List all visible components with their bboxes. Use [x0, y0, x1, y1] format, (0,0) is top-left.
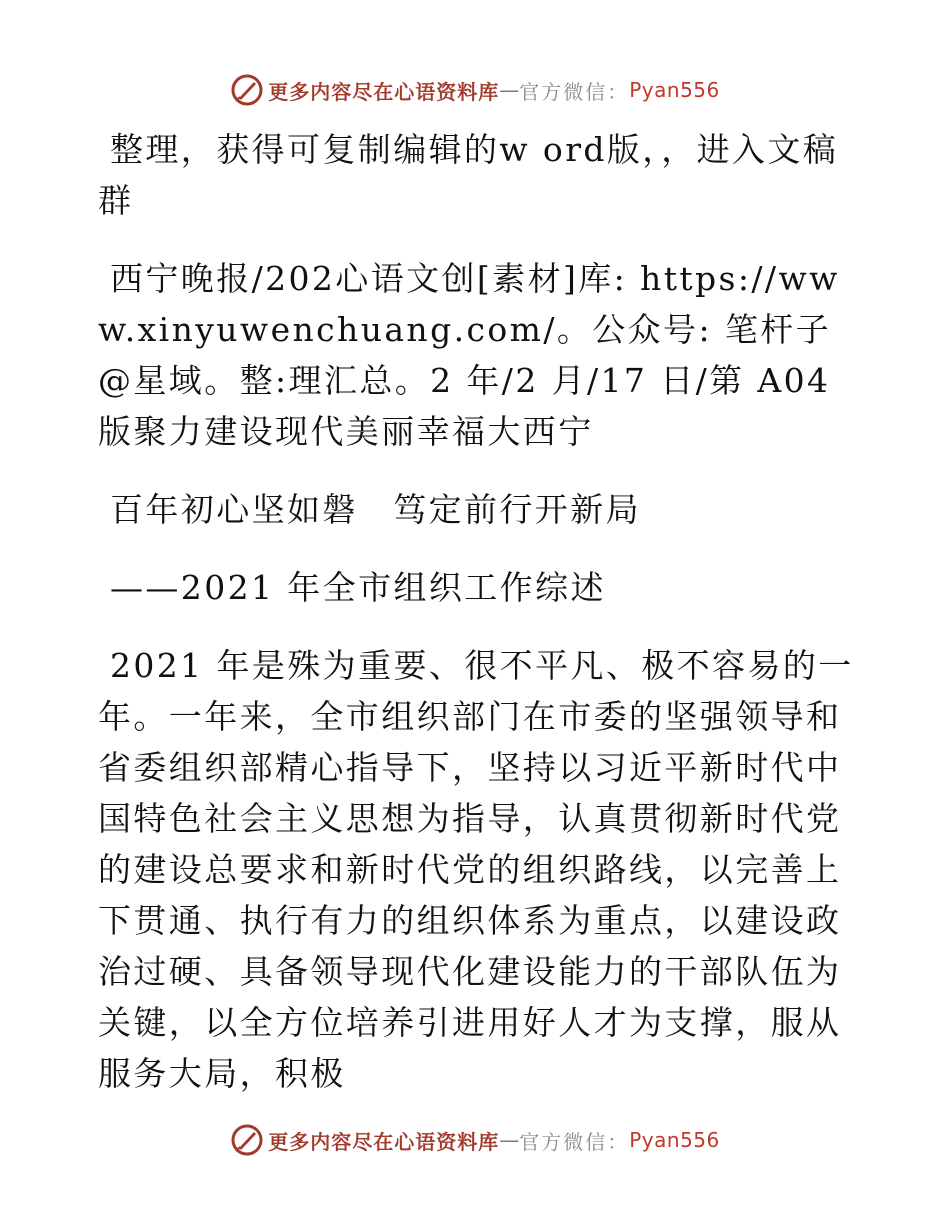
- source-paragraph: 西宁晚报/202心语文创[素材]库: https://www.xinyuwenchuang.com/。公众号: 笔杆子@星域。整:理汇总。2 年/2 月/17 日/第 A04 版聚力建设现代美丽幸福大西宁: [98, 259, 840, 451]
- intro-paragraph: 整理，获得可复制编辑的w ord版，，进入文稿群: [98, 130, 839, 220]
- article-body-paragraph: 2021 年是殊为重要、很不平凡、极不容易的一年。一年来，全市组织部门在市委的坚强领导和省委组织部精心指导下，坚持以习近平新时代中国特色社会主义思想为指导，认真贯彻新时代党的建设总要求和新时代党的组织路线，以完善上下贯通、执行有力的组织体系为重点，以建设政治过硬、具备领导现代化建设能力的干部队伍为关键，以全方位培养引进用好人才为支撑，服从服务大局，积极: [98, 646, 854, 1093]
- banner-separator: —: [499, 78, 520, 102]
- banner-brand-text: 更多内容尽在心语资料库: [268, 79, 500, 104]
- header-watermark-banner: [0, 70, 950, 110]
- quill-circle-logo-icon: [230, 1123, 264, 1157]
- banner-separator: —: [499, 1128, 520, 1152]
- document-body: [98, 124, 858, 1126]
- article-subtitle: ——2021 年全市组织工作综述: [110, 568, 606, 607]
- banner-wechat-id: Pyan556: [629, 78, 720, 102]
- banner-official-label: 官方微信：: [519, 1129, 630, 1154]
- banner-official-label: 官方微信：: [519, 79, 630, 104]
- article-title: 百年初心坚如磐 笃定前行开新局: [110, 490, 641, 529]
- footer-watermark-banner: [0, 1120, 950, 1160]
- quill-circle-logo-icon: [230, 73, 264, 107]
- banner-wechat-id: Pyan556: [629, 1128, 720, 1152]
- banner-brand-text: 更多内容尽在心语资料库: [268, 1129, 500, 1154]
